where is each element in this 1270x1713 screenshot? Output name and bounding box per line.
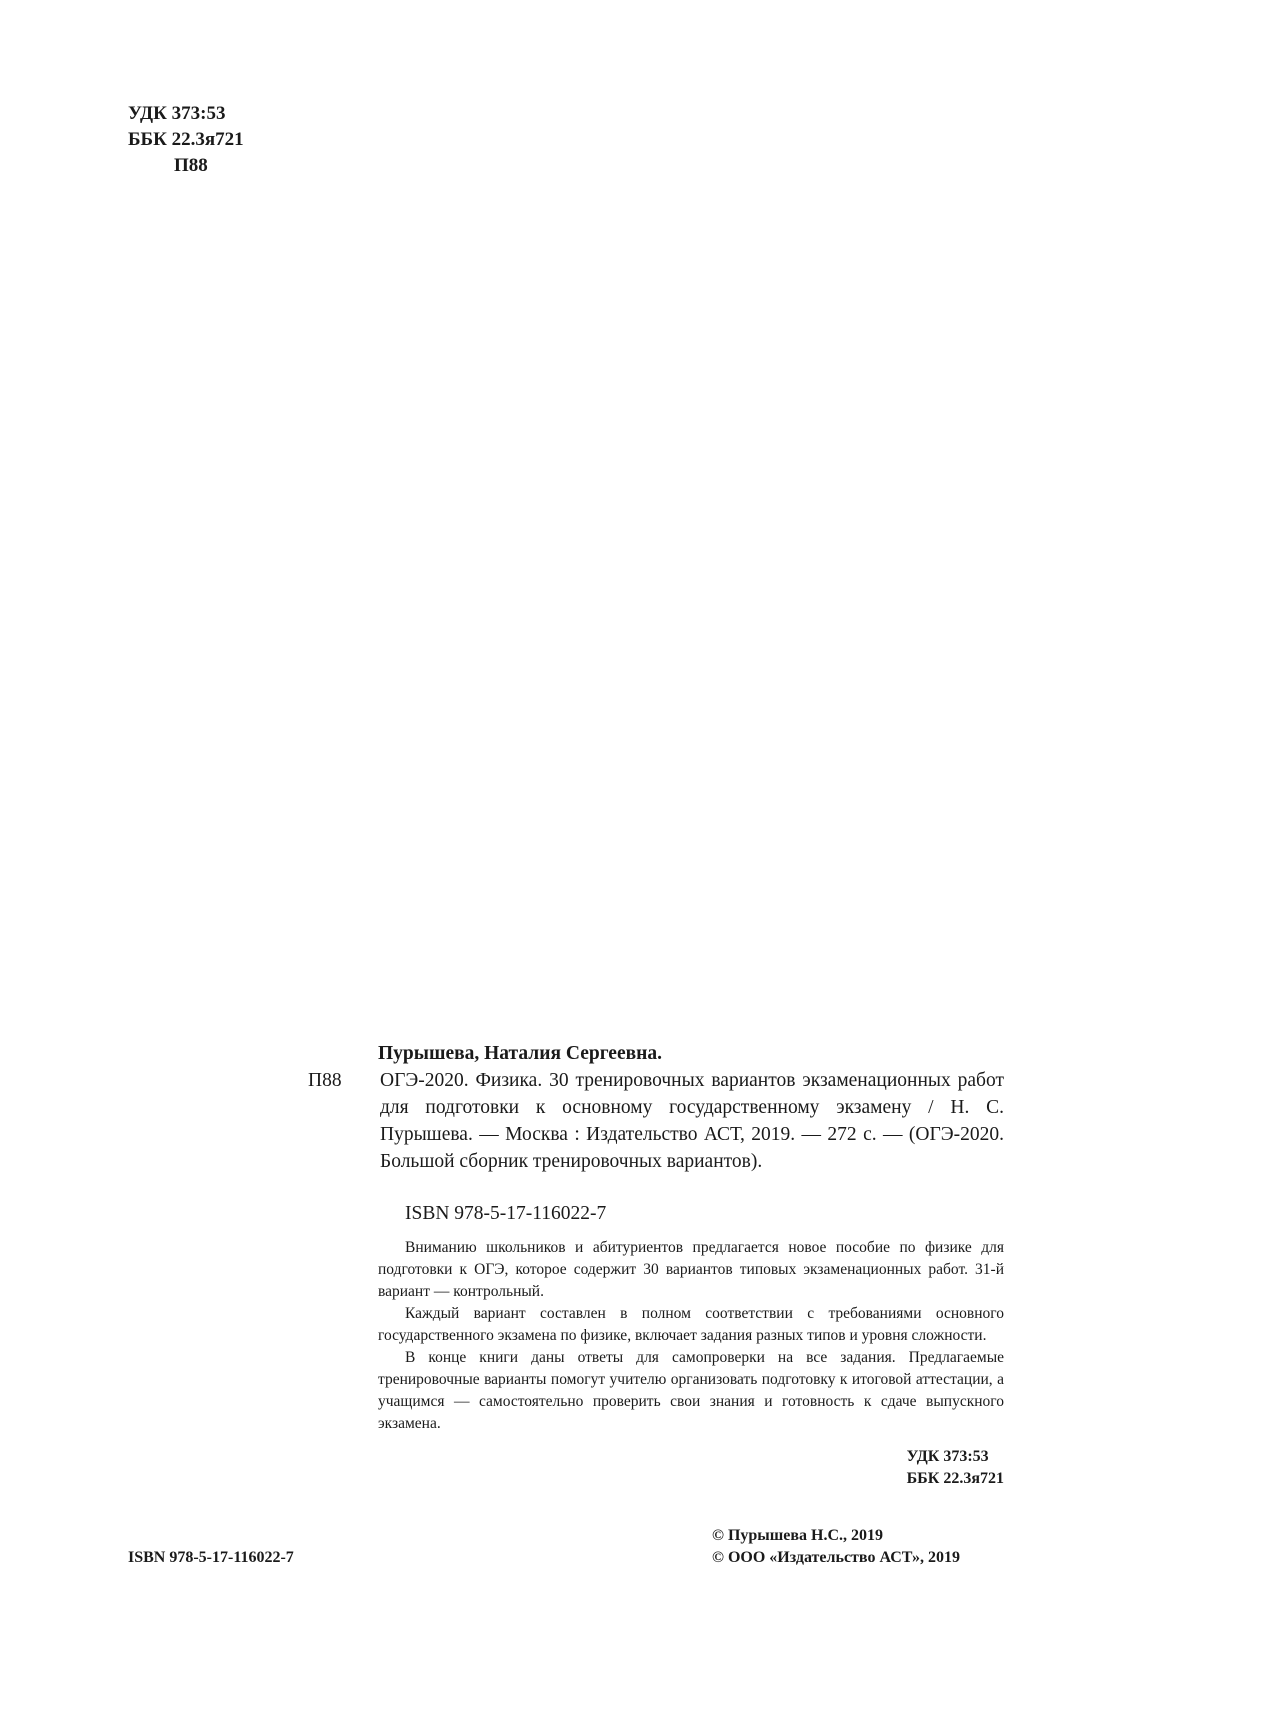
- annotation-paragraph: Вниманию школьников и абитуриентов предлагается новое пособие по физике для подготовки к ОГЭ, которое содержит 30 вариантов типовых экзаменационных работ. 31-й вариант — контрольный.: [378, 1239, 1004, 1300]
- top-classification-codes: [128, 101, 244, 179]
- annotation: [378, 1237, 1004, 1435]
- annotation-paragraph: Каждый вариант составлен в полном соответствии с требованиями основного государственного экзамена по физике, включает задания разных типов и уровня сложности.: [378, 1305, 1004, 1344]
- bibliographic-record: [378, 1040, 1004, 1175]
- biblio-author: Пурышева, Наталия Сергеевна.: [378, 1043, 663, 1064]
- biblio-description: [378, 1067, 1004, 1175]
- isbn-bottom: ISBN 978-5-17-116022-7: [128, 1549, 294, 1566]
- copyright-author: © Пурышева Н.С., 2019: [712, 1527, 884, 1544]
- biblio-description-text: ОГЭ-2020. Физика. 30 тренировочных вариантов экзаменационных работ для подготовки к основному государственному экзамену / Н. С. Пурышева. — Москва : Издательство АСТ, 2019. — 272 с. — (ОГЭ-2020. Большой сборник тренировочных вариантов).: [380, 1070, 1004, 1172]
- biblio-isbn: ISBN 978-5-17-116022-7: [405, 1203, 607, 1224]
- bbk-code: ББК 22.3я721: [906, 1470, 1004, 1487]
- udk-code: УДК 373:53: [128, 103, 226, 124]
- annotation-paragraph: В конце книги даны ответы для самопроверки на все задания. Предлагаемые тренировочные варианты помогут учителю организовать подготовку к итоговой аттестации, а учащимся — самостоятельно проверить свои знания и готовность к сдаче выпускного экзамена.: [378, 1349, 1004, 1432]
- biblio-author-sign: П88: [308, 1070, 342, 1091]
- copyright-block: [712, 1525, 960, 1569]
- author-sign: П88: [174, 155, 208, 176]
- bbk-code: ББК 22.3я721: [128, 129, 244, 150]
- udk-code: УДК 373:53: [906, 1448, 989, 1465]
- copyright-publisher: © ООО «Издательство АСТ», 2019: [712, 1549, 961, 1566]
- bottom-classification-codes: [907, 1446, 1004, 1490]
